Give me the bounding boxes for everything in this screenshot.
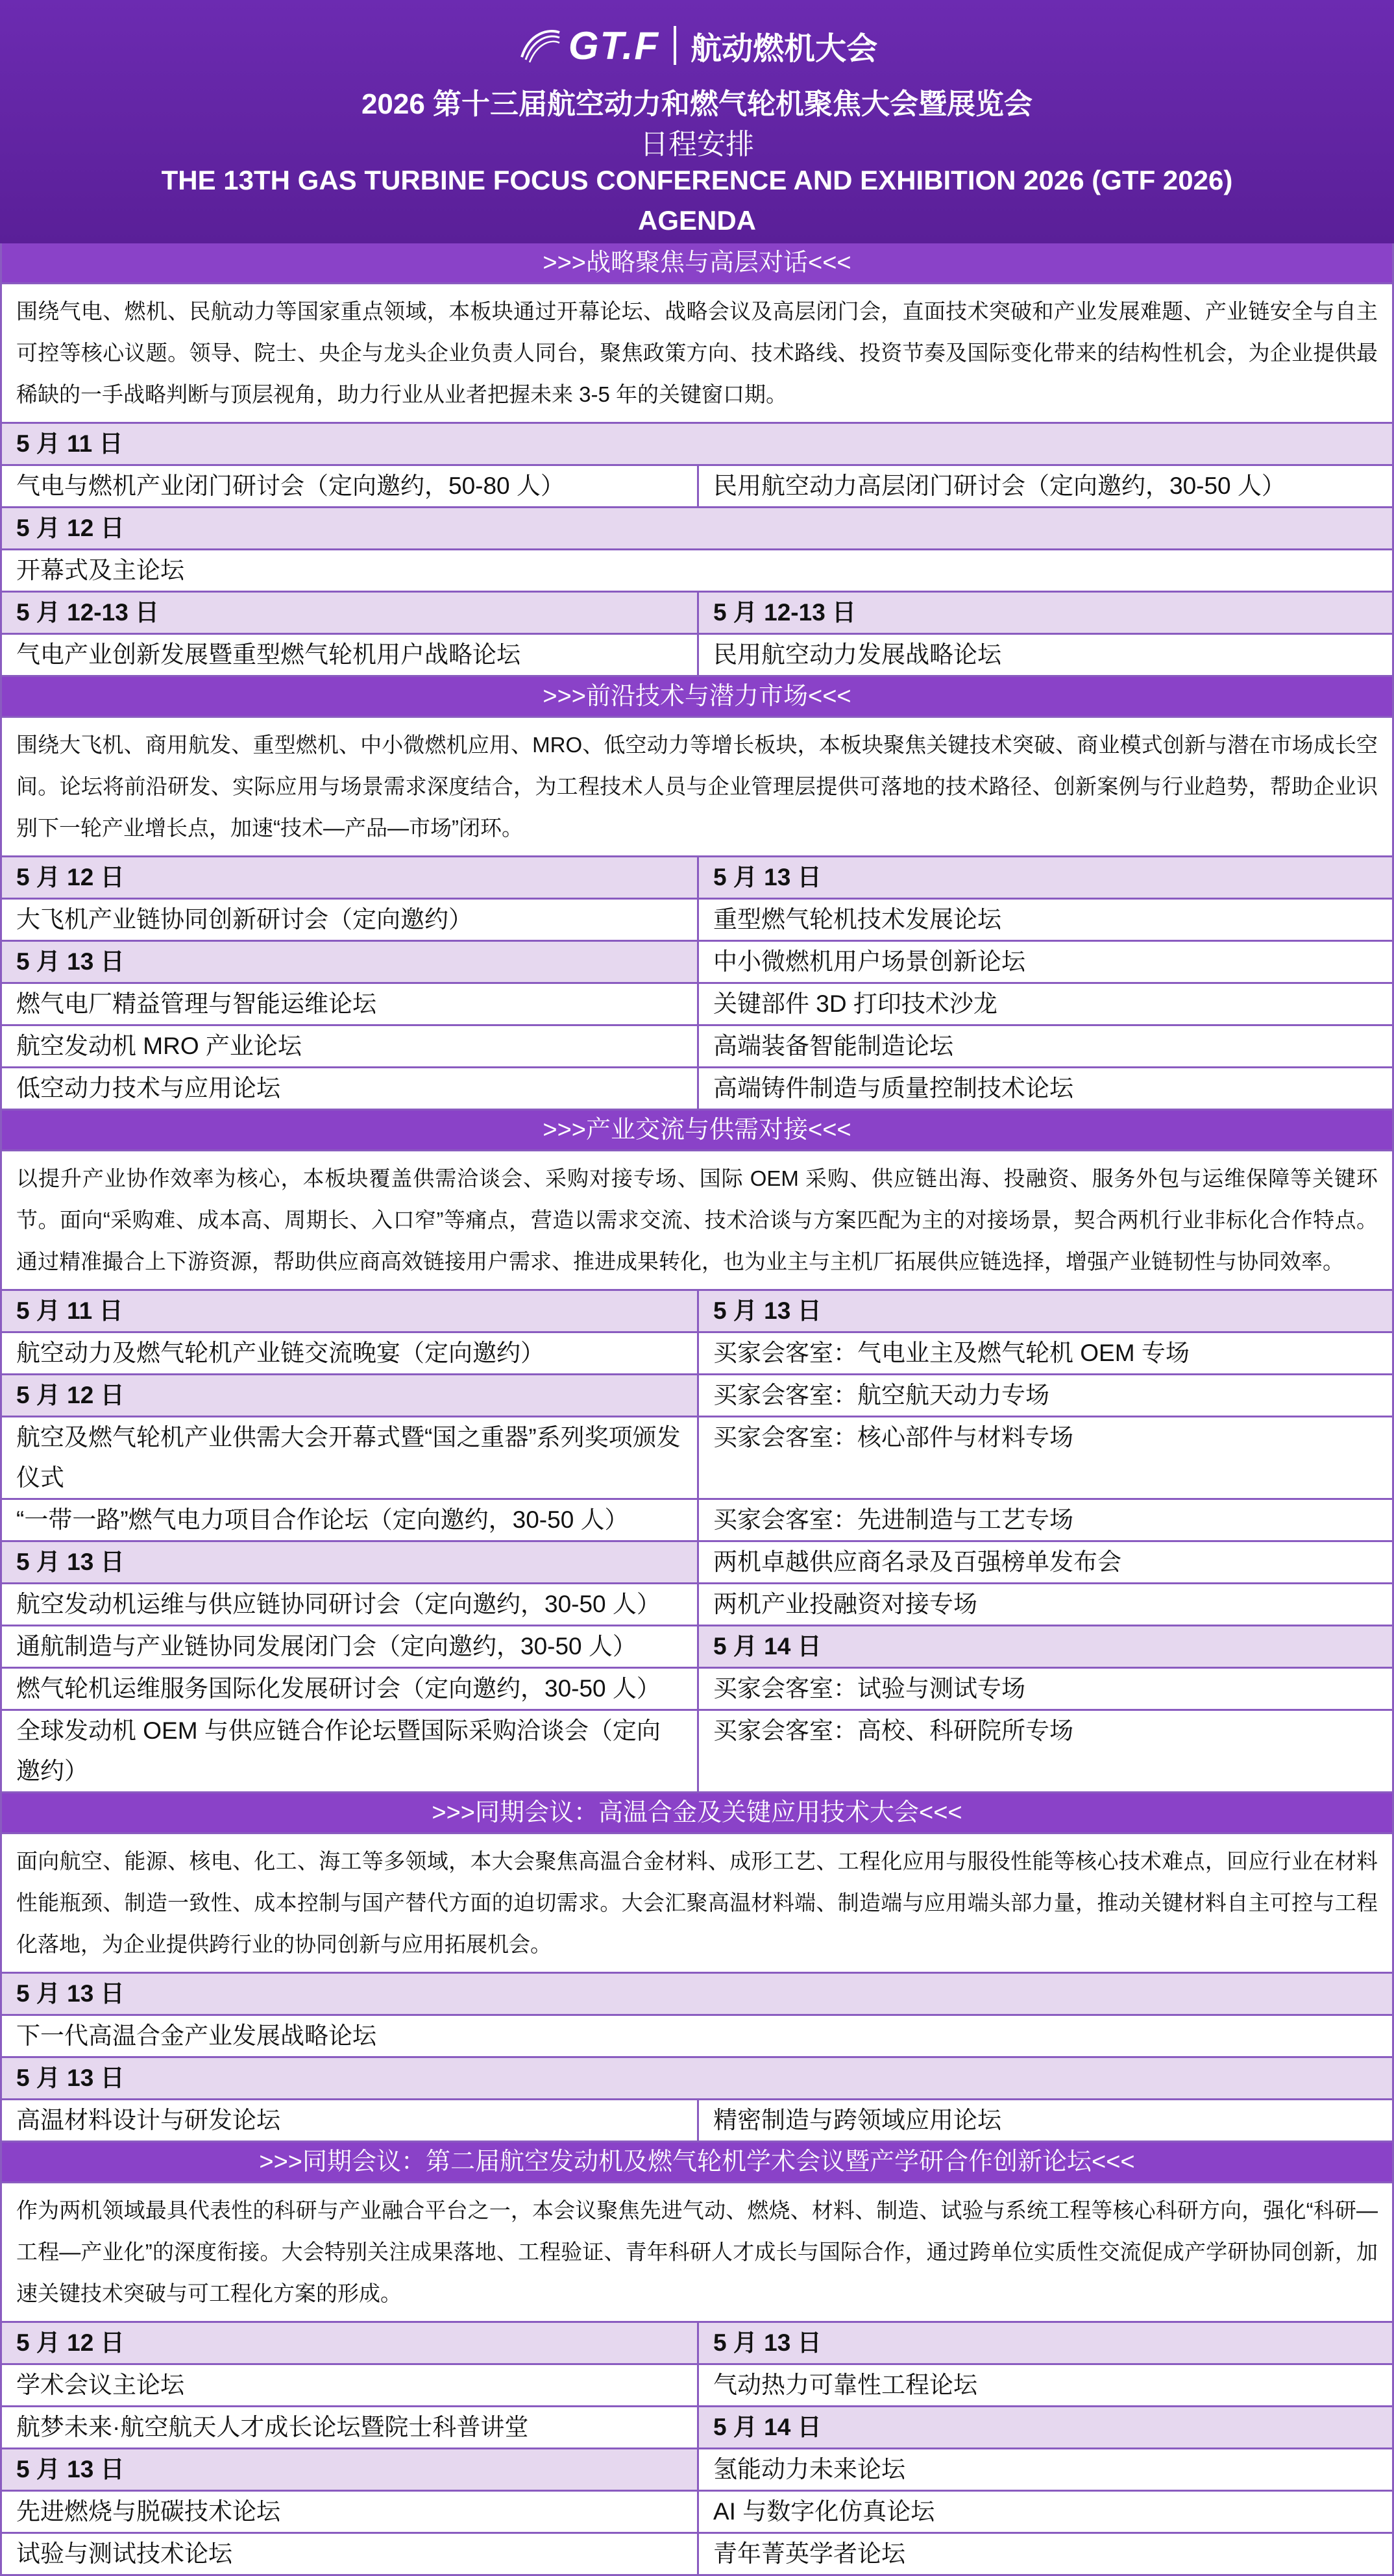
session-cell: 氢能动力未来论坛	[697, 2449, 1392, 2490]
session-cell: 试验与测试技术论坛	[16, 2540, 232, 2567]
session-cell: 航空发动机 MRO 产业论坛	[16, 1033, 302, 1059]
table-row	[0, 1026, 1394, 1068]
session-cell: 开幕式及主论坛	[16, 557, 184, 583]
session-cell: 学术会议主论坛	[16, 2372, 184, 2398]
session-cell: 买家会客室：高校、科研院所专场	[697, 1711, 1392, 1791]
session-cell: “一带一路”燃气电力项目合作论坛（定向邀约，30-50 人）	[16, 1506, 629, 1533]
table-row	[0, 1333, 1394, 1375]
date-cell: 5 月 13 日	[697, 857, 1392, 898]
date-cell: 5 月 11 日	[2, 1291, 697, 1331]
session-cell: 两机卓越供应商名录及百强榜单发布会	[697, 1542, 1392, 1582]
table-row	[0, 1500, 1394, 1542]
session-cell: 两机产业投融资对接专场	[697, 1584, 1392, 1625]
session-cell: 买家会客室：试验与测试专场	[697, 1669, 1392, 1709]
table-row	[0, 2492, 1394, 2534]
session-cell: 先进燃烧与脱碳技术论坛	[16, 2498, 280, 2525]
table-row	[0, 2058, 1394, 2100]
session-cell: 气动热力可靠性工程论坛	[697, 2365, 1392, 2405]
agenda-header	[0, 0, 1394, 243]
table-row	[0, 2323, 1394, 2365]
date-cell: 5 月 13 日	[697, 2323, 1392, 2363]
table-row	[0, 1375, 1394, 1417]
table-row	[0, 1974, 1394, 2016]
session-cell: 航空发动机运维与供应链协同研讨会（定向邀约，30-50 人）	[16, 1591, 661, 1617]
table-row	[0, 2534, 1394, 2576]
logo-gtf-text: GT.F	[568, 23, 660, 67]
section-title: >>>战略聚焦与高层对话<<<	[0, 243, 1394, 284]
session-cell: 下一代高温合金产业发展战略论坛	[16, 2022, 376, 2049]
title-en: THE 13TH GAS TURBINE FOCUS CONFERENCE AND EXHIBITION 2026 (GTF 2026)	[161, 165, 1233, 195]
table-row	[0, 635, 1394, 677]
session-cell: 精密制造与跨领域应用论坛	[697, 2100, 1392, 2141]
section-description: 面向航空、能源、核电、化工、海工等多领域，本大会聚焦高温合金材料、成形工艺、工程化应用与服役性能等核心技术难点，回应行业在材料性能瓶颈、制造一致性、成本控制与国产替代方面的迫切需求。大会汇聚高温材料端、制造端与应用端头部力量，推动关键材料自主可控与工程化落地，为企业提供跨行业的协同创新与应用拓展机会。	[0, 1834, 1394, 1974]
session-cell: 买家会客室：气电业主及燃气轮机 OEM 专场	[697, 1333, 1392, 1373]
session-cell: 买家会客室：先进制造与工艺专场	[697, 1500, 1392, 1540]
table-row	[0, 1291, 1394, 1333]
section-description: 围绕大飞机、商用航发、重型燃机、中小微燃机应用、MRO、低空动力等增长板块，本板块聚焦关键技术突破、商业模式创新与潜在市场成长空间。论坛将前沿研发、实际应用与场景需求深度结合，为工程技术人员与企业管理层提供可落地的技术路径、创新案例与行业趋势，帮助企业识别下一轮产业增长点，加速“技术—产品—市场”闭环。	[0, 718, 1394, 857]
date-cell: 5 月 11 日	[2, 424, 1392, 464]
session-cell: 大飞机产业链协同创新研讨会（定向邀约）	[16, 906, 472, 933]
session-cell: AI 与数字化仿真论坛	[697, 2492, 1392, 2532]
table-row	[0, 1417, 1394, 1500]
date-cell: 5 月 14 日	[697, 1626, 1392, 1667]
date-cell: 5 月 13 日	[2, 1974, 1392, 2014]
table-row	[0, 1068, 1394, 1110]
table-row	[0, 1542, 1394, 1584]
table-row	[0, 424, 1394, 466]
table-row	[0, 1584, 1394, 1626]
section-title: >>>前沿技术与潜力市场<<<	[0, 677, 1394, 718]
session-cell: 航空及燃气轮机产业供需大会开幕式暨“国之重器”系列奖项颁发仪式	[16, 1424, 681, 1491]
table-row	[0, 942, 1394, 984]
session-cell: 通航制造与产业链协同发展闭门会（定向邀约，30-50 人）	[16, 1633, 637, 1660]
section-description: 围绕气电、燃机、民航动力等国家重点领域，本板块通过开幕论坛、战略会议及高层闭门会，直面技术突破和产业发展难题、产业链安全与自主可控等核心议题。领导、院士、央企与龙头企业负责人同台，聚焦政策方向、技术路线、投资节奏及国际变化带来的结构性机会，为企业提供最稀缺的一手战略判断与顶层视角，助力行业从业者把握未来 3-5 年的关键窗口期。	[0, 284, 1394, 424]
section-description: 以提升产业协作效率为核心，本板块覆盖供需洽谈会、采购对接专场、国际 OEM 采购、供应链出海、投融资、服务外包与运维保障等关键环节。面向“采购难、成本高、周期长、入口窄”等痛点，营造以需求交流、技术洽谈与方案匹配为主的对接场景，契合两机行业非标化合作特点。通过精准撮合上下游资源，帮助供应商高效链接用户需求、推进成果转化，也为业主与主机厂拓展供应链选择，增强产业链韧性与协同效率。	[0, 1151, 1394, 1291]
session-cell: 气电与燃机产业闭门研讨会（定向邀约，50-80 人）	[16, 472, 565, 499]
session-cell: 重型燃气轮机技术发展论坛	[697, 900, 1392, 940]
session-cell: 买家会客室：核心部件与材料专场	[697, 1417, 1392, 1498]
section-description: 作为两机领域最具代表性的科研与产业融合平台之一，本会议聚焦先进气动、燃烧、材料、制造、试验与系统工程等核心科研方向，强化“科研—工程—产业化”的深度衔接。大会特别关注成果落地、工程验证、青年科研人才成长与国际合作，通过跨单位实质性交流促成产学研协同创新，加速关键技术突破与可工程化方案的形成。	[0, 2183, 1394, 2323]
date-cell: 5 月 12-13 日	[697, 593, 1392, 633]
session-cell: 气电产业创新发展暨重型燃气轮机用户战略论坛	[16, 641, 520, 668]
session-cell: 民用航空动力高层闭门研讨会（定向邀约，30-50 人）	[697, 466, 1392, 506]
section-title: >>>同期会议：第二届航空发动机及燃气轮机学术会议暨产学研合作创新论坛<<<	[0, 2142, 1394, 2183]
session-cell: 高端装备智能制造论坛	[697, 1026, 1392, 1066]
logo-divider	[674, 26, 676, 65]
gtf-logo	[517, 23, 659, 68]
logo	[0, 19, 1394, 71]
table-row	[0, 857, 1394, 900]
section-title: >>>产业交流与供需对接<<<	[0, 1110, 1394, 1151]
date-cell: 5 月 14 日	[697, 2407, 1392, 2447]
session-cell: 航空动力及燃气轮机产业链交流晚宴（定向邀约）	[16, 1340, 544, 1366]
session-cell: 中小微燃机用户场景创新论坛	[697, 942, 1392, 982]
session-cell: 高温材料设计与研发论坛	[16, 2107, 280, 2133]
table-row	[0, 466, 1394, 508]
logo-cn-text: 航动燃机大会	[691, 31, 878, 66]
session-cell: 燃气电厂精益管理与智能运维论坛	[16, 990, 376, 1017]
section-title: >>>同期会议：高温合金及关键应用技术大会<<<	[0, 1793, 1394, 1834]
session-cell: 关键部件 3D 打印技术沙龙	[697, 984, 1392, 1024]
date-cell: 5 月 12 日	[2, 857, 697, 898]
session-cell: 青年菁英学者论坛	[697, 2534, 1392, 2574]
table-row	[0, 984, 1394, 1026]
table-row	[0, 2016, 1394, 2058]
session-cell: 燃气轮机运维服务国际化发展研讨会（定向邀约，30-50 人）	[16, 1675, 661, 1702]
table-row	[0, 593, 1394, 635]
swoosh-icon	[517, 26, 562, 65]
table-row	[0, 508, 1394, 550]
title-cn: 2026 第十三届航空动力和燃气轮机聚焦大会暨展览会	[361, 88, 1033, 120]
table-row	[0, 1669, 1394, 1711]
subtitle-en: AGENDA	[637, 205, 756, 236]
session-cell: 买家会客室：航空航天动力专场	[697, 1375, 1392, 1416]
date-cell: 5 月 13 日	[2, 2449, 697, 2490]
date-cell: 5 月 13 日	[697, 1291, 1392, 1331]
table-row	[0, 2407, 1394, 2449]
session-cell: 低空动力技术与应用论坛	[16, 1075, 280, 1101]
table-row	[0, 2100, 1394, 2142]
session-cell: 航梦未来·航空航天人才成长论坛暨院士科普讲堂	[16, 2414, 529, 2440]
date-cell: 5 月 13 日	[2, 942, 697, 982]
date-cell: 5 月 12-13 日	[2, 593, 697, 633]
table-row	[0, 900, 1394, 942]
table-row	[0, 550, 1394, 593]
date-cell: 5 月 12 日	[2, 1375, 697, 1416]
table-row	[0, 1711, 1394, 1793]
subtitle-cn: 日程安排	[640, 129, 754, 160]
session-cell: 高端铸件制造与质量控制技术论坛	[697, 1068, 1392, 1109]
table-row	[0, 1626, 1394, 1669]
date-cell: 5 月 12 日	[2, 508, 1392, 548]
table-row	[0, 2365, 1394, 2407]
agenda-table	[0, 243, 1394, 2576]
session-cell: 全球发动机 OEM 与供应链合作论坛暨国际采购洽谈会（定向邀约）	[16, 1717, 661, 1784]
table-row	[0, 2449, 1394, 2492]
date-cell: 5 月 13 日	[2, 1542, 697, 1582]
date-cell: 5 月 13 日	[2, 2058, 1392, 2098]
date-cell: 5 月 12 日	[2, 2323, 697, 2363]
session-cell: 民用航空动力发展战略论坛	[697, 635, 1392, 675]
